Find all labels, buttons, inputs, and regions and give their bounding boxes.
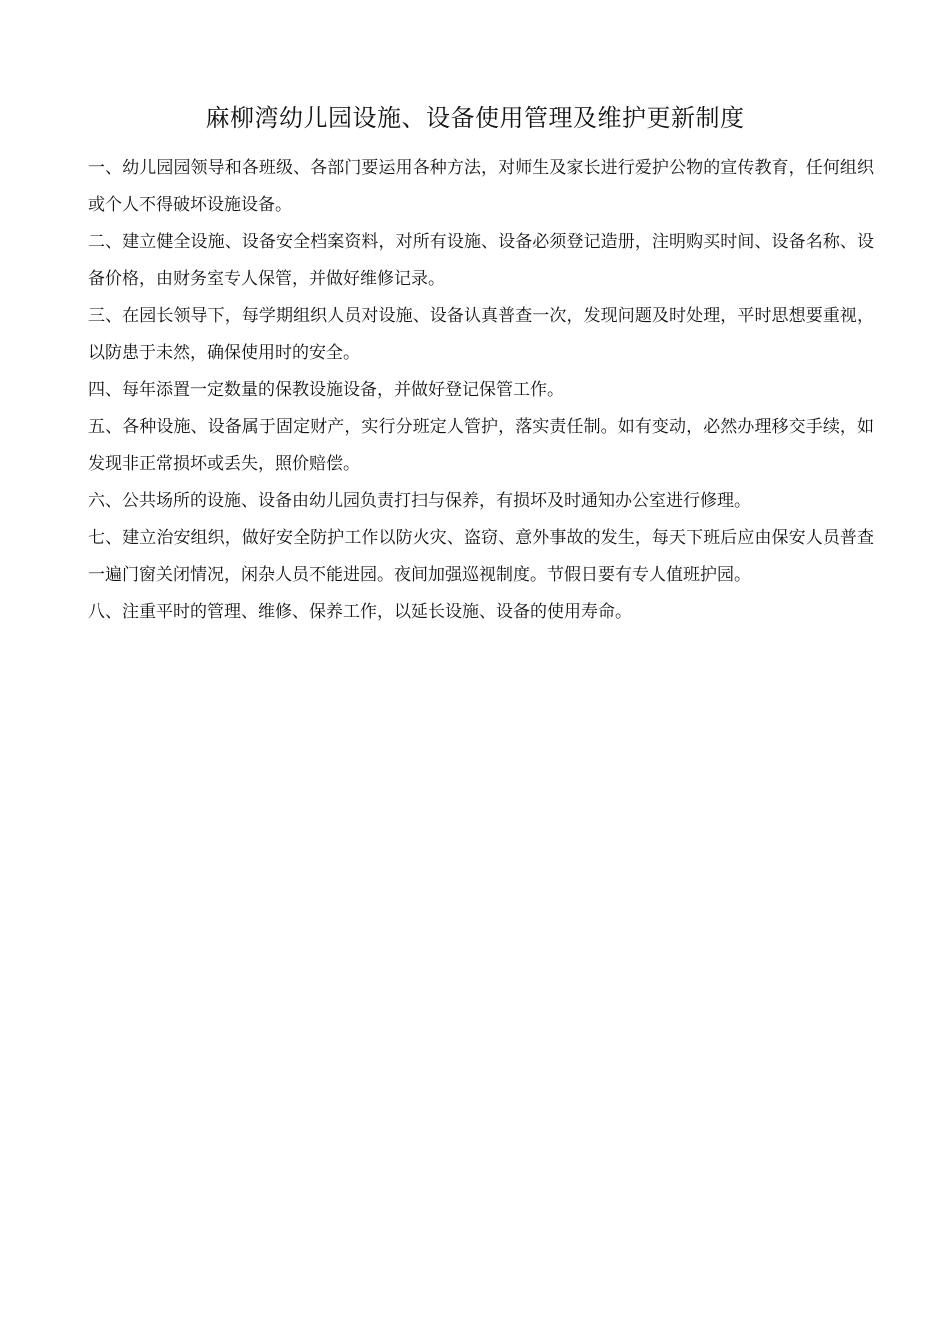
clause-7: 七、建立治安组织，做好安全防护工作以防火灾、盗窃、意外事故的发生，每天下班后应由保安人员普查一遍门窗关闭情况，闲杂人员不能进园。夜间加强巡视制度。节假日要有专人值班护园。: [88, 528, 874, 585]
clause-8: 八、注重平时的管理、维修、保养工作，以延长设施、设备的使用寿命。: [88, 602, 632, 622]
document-title: 麻柳湾幼儿园设施、设备使用管理及维护更新制度: [205, 104, 745, 132]
clause-list: [88, 150, 874, 631]
clause-1: 一、幼儿园园领导和各班级、各部门要运用各种方法，对师生及家长进行爱护公物的宣传教育，任何组织或个人不得破坏设施设备。: [88, 158, 874, 215]
clause-3: 三、在园长领导下，每学期组织人员对设施、设备认真普查一次，发现问题及时处理，平时思想要重视，以防患于未然，确保使用时的安全。: [88, 306, 874, 363]
clause-2: 二、建立健全设施、设备安全档案资料，对所有设施、设备必须登记造册，注明购买时间、设备名称、设备价格，由财务室专人保管，并做好维修记录。: [88, 232, 874, 289]
clause-6: 六、公共场所的设施、设备由幼儿园负责打扫与保养，有损坏及时通知办公室进行修理。: [88, 491, 751, 511]
clause-4: 四、每年添置一定数量的保教设施设备，并做好登记保管工作。: [88, 380, 564, 400]
clause-5: 五、各种设施、设备属于固定财产，实行分班定人管护，落实责任制。如有变动，必然办理移交手续，如发现非正常损坏或丢失，照价赔偿。: [88, 417, 874, 474]
